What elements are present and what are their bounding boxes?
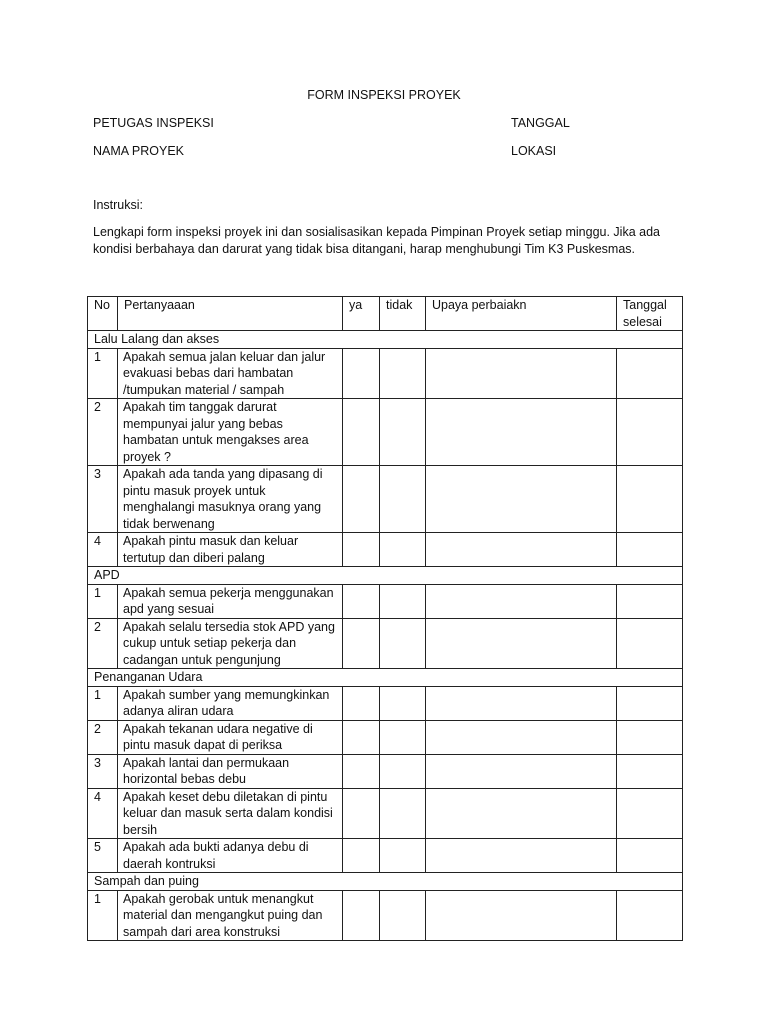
cell-tanggal[interactable] xyxy=(617,533,683,567)
cell-tidak[interactable] xyxy=(380,348,426,399)
table-row xyxy=(88,618,683,669)
instructions-label: Instruksi: xyxy=(93,198,144,212)
cell-tanggal[interactable] xyxy=(617,839,683,873)
cell-ya[interactable] xyxy=(343,584,380,618)
cell-tanggal[interactable] xyxy=(617,754,683,788)
cell-ya[interactable] xyxy=(343,890,380,941)
header-tidak: tidak xyxy=(380,297,426,331)
row-question: Apakah semua pekerja menggunakan apd yang sesuai xyxy=(118,584,343,618)
section-row xyxy=(88,567,683,585)
table-header-row xyxy=(88,297,683,331)
header-pertanyaan: Pertanyaaan xyxy=(118,297,343,331)
section-title: APD xyxy=(88,567,683,585)
field-nama-proyek: NAMA PROYEK xyxy=(93,144,184,158)
row-number: 2 xyxy=(88,399,118,466)
row-question: Apakah ada bukti adanya debu di daerah kontruksi xyxy=(118,839,343,873)
cell-tidak[interactable] xyxy=(380,754,426,788)
cell-tidak[interactable] xyxy=(380,533,426,567)
cell-ya[interactable] xyxy=(343,720,380,754)
cell-upaya[interactable] xyxy=(426,890,617,941)
form-title: FORM INSPEKSI PROYEK xyxy=(307,88,461,102)
cell-tanggal[interactable] xyxy=(617,399,683,466)
field-lokasi: LOKASI xyxy=(511,144,557,158)
cell-upaya[interactable] xyxy=(426,754,617,788)
section-row xyxy=(88,873,683,891)
table-row xyxy=(88,839,683,873)
row-number: 1 xyxy=(88,686,118,720)
cell-upaya[interactable] xyxy=(426,466,617,533)
cell-ya[interactable] xyxy=(343,754,380,788)
cell-ya[interactable] xyxy=(343,466,380,533)
cell-upaya[interactable] xyxy=(426,720,617,754)
row-number: 3 xyxy=(88,754,118,788)
row-number: 5 xyxy=(88,839,118,873)
cell-tanggal[interactable] xyxy=(617,584,683,618)
row-number: 1 xyxy=(88,890,118,941)
cell-ya[interactable] xyxy=(343,618,380,669)
row-question: Apakah keset debu diletakan di pintu keluar dan masuk serta dalam kondisi bersih xyxy=(118,788,343,839)
cell-tidak[interactable] xyxy=(380,466,426,533)
cell-tidak[interactable] xyxy=(380,584,426,618)
header-no: No xyxy=(88,297,118,331)
section-title: Penanganan Udara xyxy=(88,669,683,687)
cell-ya[interactable] xyxy=(343,399,380,466)
section-row xyxy=(88,669,683,687)
row-question: Apakah ada tanda yang dipasang di pintu masuk proyek untuk menghalangi masuknya orang yang tidak berwenang xyxy=(118,466,343,533)
cell-tanggal[interactable] xyxy=(617,890,683,941)
section-title: Sampah dan puing xyxy=(88,873,683,891)
table-row xyxy=(88,584,683,618)
row-number: 1 xyxy=(88,348,118,399)
cell-upaya[interactable] xyxy=(426,788,617,839)
instructions-text: Lengkapi form inspeksi proyek ini dan sosialisasikan kepada Pimpinan Proyek setiap minggu. Jika ada kondisi berbahaya dan darurat yang tidak bisa ditangani, harap menghubungi Tim K3 Puskesmas. xyxy=(93,225,660,256)
inspection-table xyxy=(87,296,683,941)
row-number: 1 xyxy=(88,584,118,618)
table-row xyxy=(88,788,683,839)
cell-ya[interactable] xyxy=(343,788,380,839)
cell-upaya[interactable] xyxy=(426,584,617,618)
row-number: 4 xyxy=(88,788,118,839)
row-question: Apakah gerobak untuk menangkut material dan mengangkut puing dan sampah dari area konstruksi xyxy=(118,890,343,941)
section-row xyxy=(88,331,683,349)
cell-tanggal[interactable] xyxy=(617,686,683,720)
row-number: 2 xyxy=(88,720,118,754)
cell-tidak[interactable] xyxy=(380,399,426,466)
row-question: Apakah tekanan udara negative di pintu masuk dapat di periksa xyxy=(118,720,343,754)
cell-tanggal[interactable] xyxy=(617,348,683,399)
cell-tidak[interactable] xyxy=(380,686,426,720)
cell-upaya[interactable] xyxy=(426,839,617,873)
table-row xyxy=(88,348,683,399)
row-question: Apakah semua jalan keluar dan jalur evakuasi bebas dari hambatan /tumpukan material / sampah xyxy=(118,348,343,399)
cell-ya[interactable] xyxy=(343,348,380,399)
table-row xyxy=(88,754,683,788)
cell-tidak[interactable] xyxy=(380,839,426,873)
cell-upaya[interactable] xyxy=(426,533,617,567)
table-row xyxy=(88,533,683,567)
cell-upaya[interactable] xyxy=(426,399,617,466)
table-row xyxy=(88,399,683,466)
cell-tanggal[interactable] xyxy=(617,618,683,669)
cell-tidak[interactable] xyxy=(380,720,426,754)
header-upaya: Upaya perbaiakn xyxy=(426,297,617,331)
cell-tanggal[interactable] xyxy=(617,788,683,839)
cell-ya[interactable] xyxy=(343,686,380,720)
header-tanggal-selesai: Tanggal selesai xyxy=(617,297,683,331)
cell-tidak[interactable] xyxy=(380,618,426,669)
table-row xyxy=(88,890,683,941)
cell-upaya[interactable] xyxy=(426,618,617,669)
row-question: Apakah tim tanggak darurat mempunyai jalur yang bebas hambatan untuk mengakses area proyek ? xyxy=(118,399,343,466)
row-number: 3 xyxy=(88,466,118,533)
cell-ya[interactable] xyxy=(343,533,380,567)
row-question: Apakah sumber yang memungkinkan adanya aliran udara xyxy=(118,686,343,720)
cell-ya[interactable] xyxy=(343,839,380,873)
row-question: Apakah pintu masuk dan keluar tertutup dan diberi palang xyxy=(118,533,343,567)
row-number: 2 xyxy=(88,618,118,669)
cell-upaya[interactable] xyxy=(426,348,617,399)
cell-tanggal[interactable] xyxy=(617,720,683,754)
cell-tidak[interactable] xyxy=(380,788,426,839)
row-question: Apakah lantai dan permukaan horizontal bebas debu xyxy=(118,754,343,788)
cell-tanggal[interactable] xyxy=(617,466,683,533)
row-question: Apakah selalu tersedia stok APD yang cukup untuk setiap pekerja dan cadangan untuk pengunjung xyxy=(118,618,343,669)
row-number: 4 xyxy=(88,533,118,567)
header-ya: ya xyxy=(343,297,380,331)
section-title: Lalu Lalang dan akses xyxy=(88,331,683,349)
cell-tidak[interactable] xyxy=(380,890,426,941)
cell-upaya[interactable] xyxy=(426,686,617,720)
table-row xyxy=(88,686,683,720)
field-petugas-inspeksi: PETUGAS INSPEKSI xyxy=(93,116,214,130)
table-row xyxy=(88,720,683,754)
field-tanggal: TANGGAL xyxy=(511,116,570,130)
table-row xyxy=(88,466,683,533)
